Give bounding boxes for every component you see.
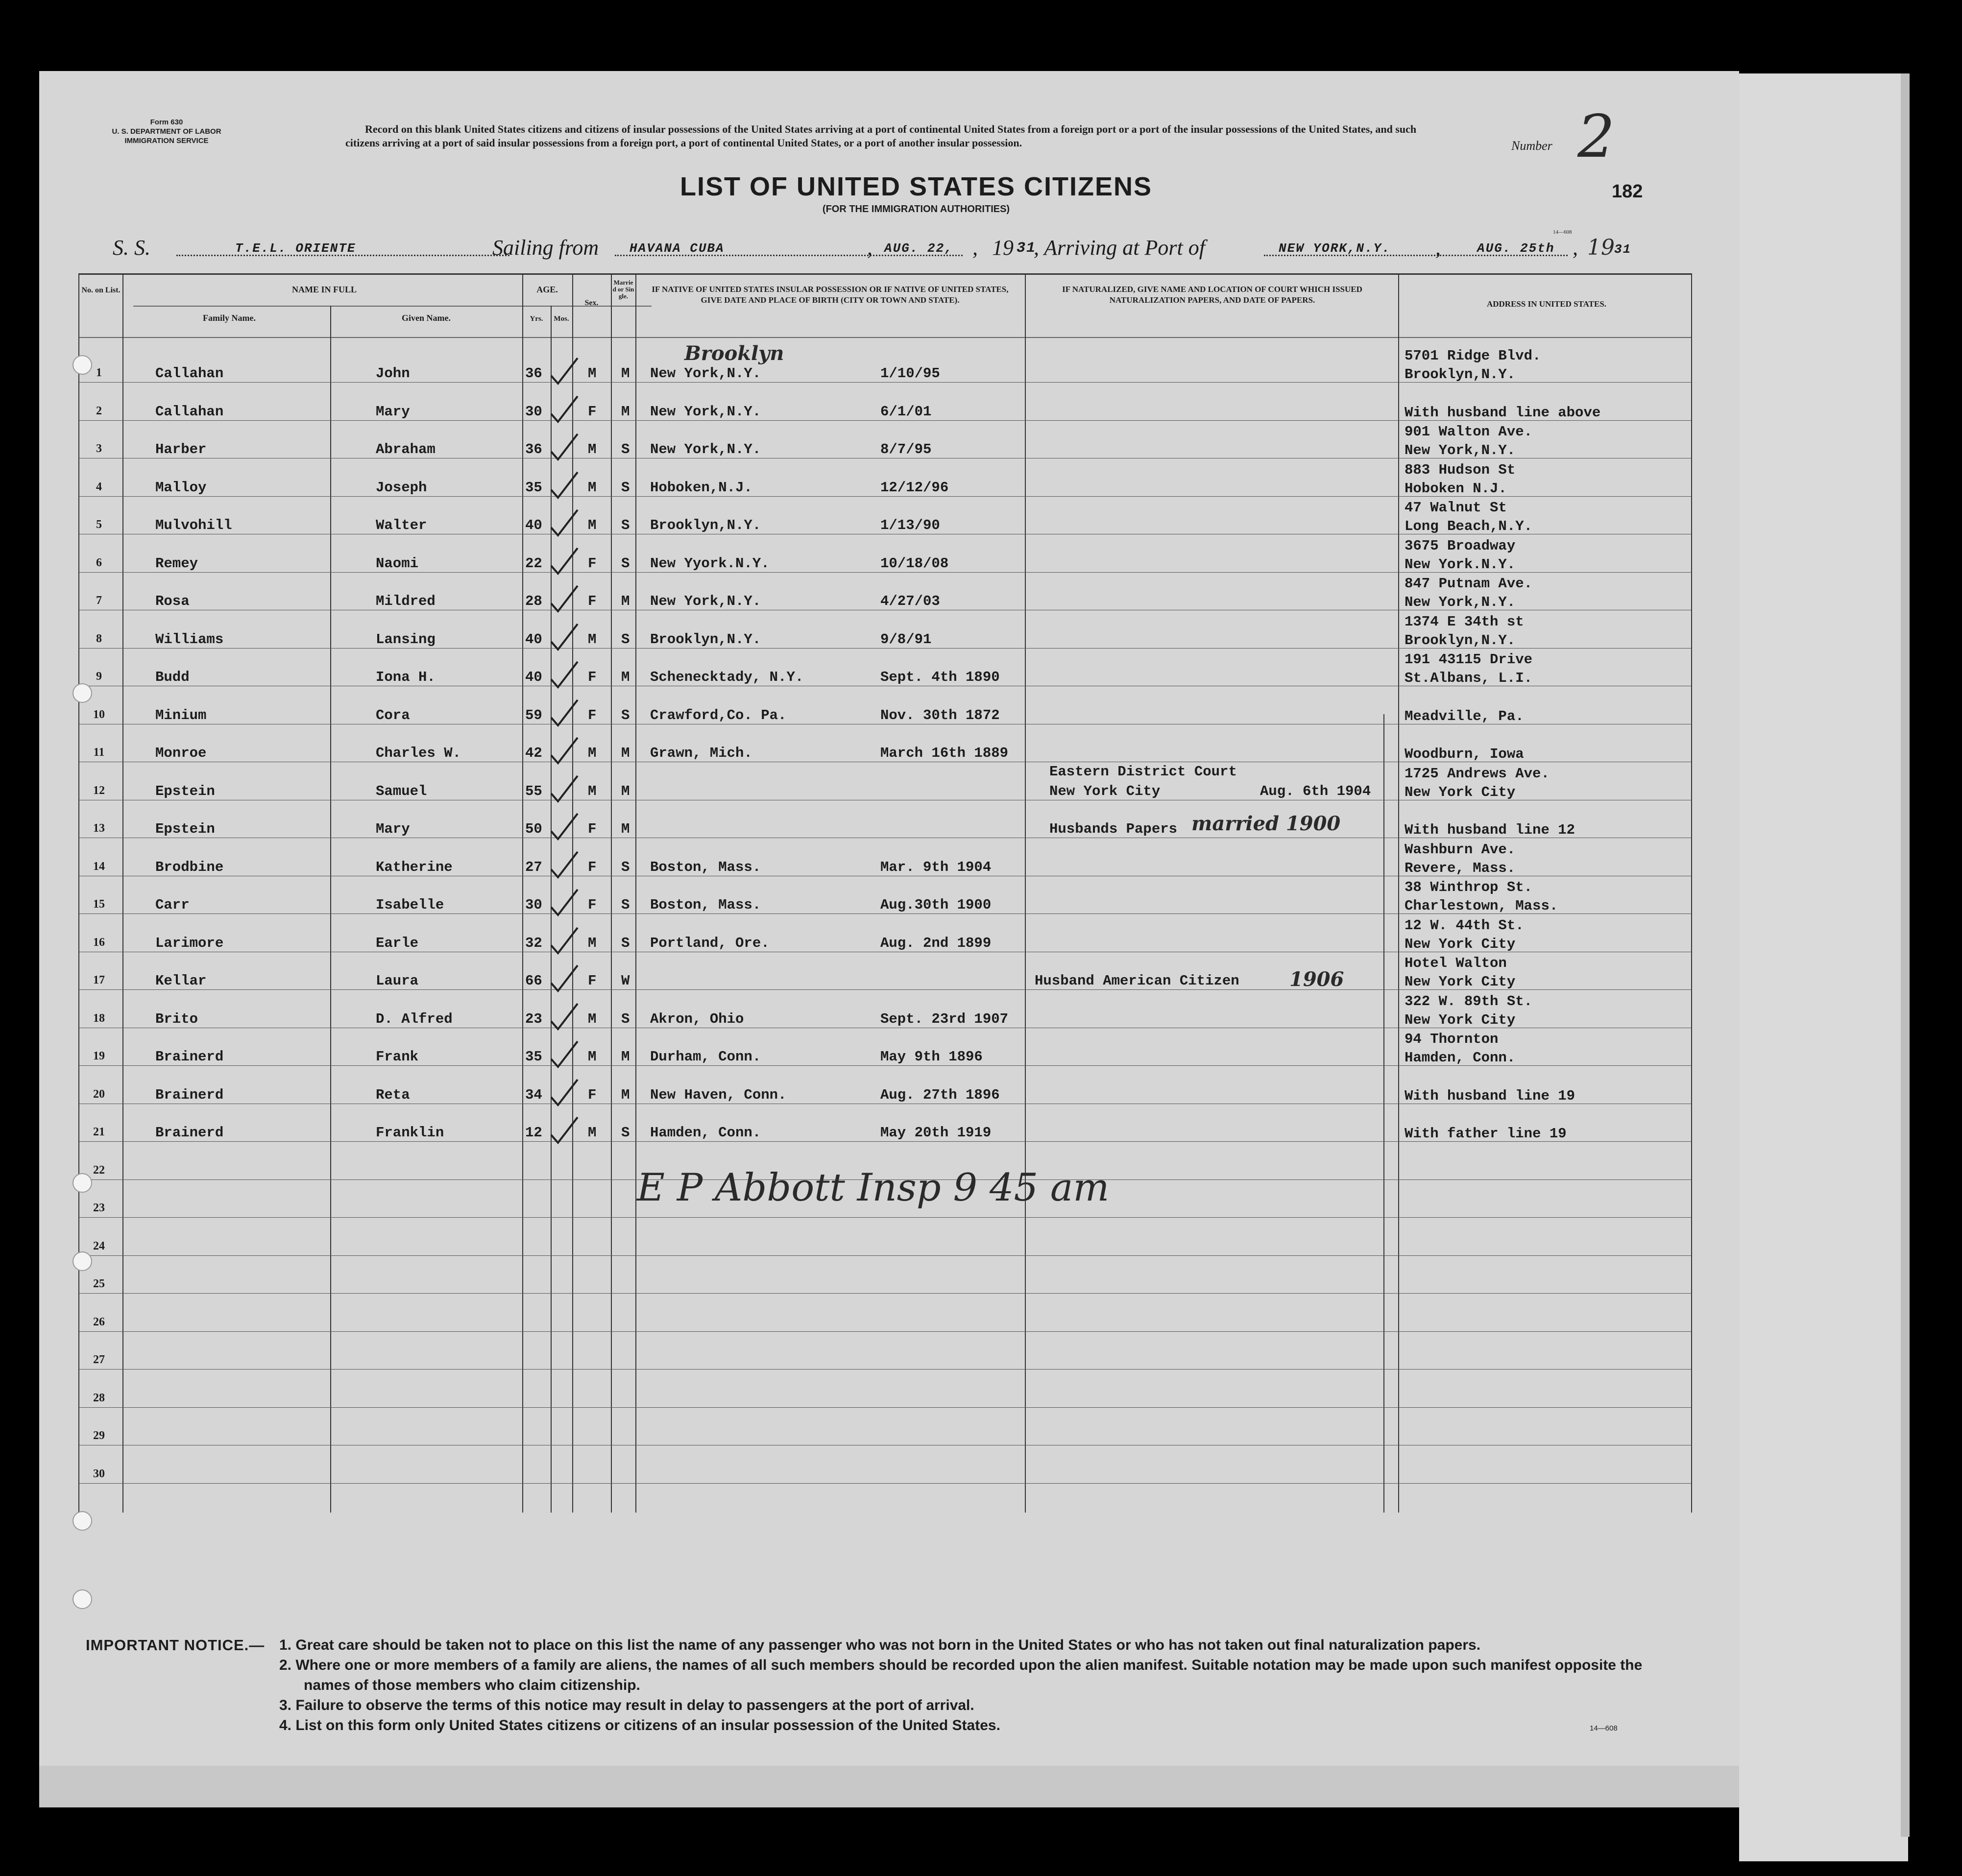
sex: F <box>588 821 597 837</box>
family-name: Monroe <box>155 745 207 761</box>
check-mark-icon <box>547 544 581 578</box>
given-name: Earle <box>376 935 419 951</box>
marital-status: M <box>621 403 630 420</box>
sex: F <box>588 859 597 875</box>
birth-place: Brooklyn,N.Y. <box>650 631 761 648</box>
notice-item: 2. Where one or more members of a family are aliens, the names of all such members should be recorded upon the alien manifest. Suitable notation may be made upon such manifest opposite the names of those members who claim citizenship. <box>279 1657 1643 1693</box>
birth-place: New York,N.Y. <box>650 403 761 420</box>
address-line-1: 5701 Ridge Blvd. <box>1405 348 1541 364</box>
sex: F <box>588 555 597 572</box>
row-number: 23 <box>93 1202 105 1214</box>
marital-status: S <box>621 935 630 951</box>
family-name: Brainerd <box>155 1086 224 1103</box>
age-years: 34 <box>525 1086 542 1103</box>
year-arrived: 31 <box>1614 242 1632 257</box>
age-years: 30 <box>525 897 542 913</box>
family-name: Callahan <box>155 403 224 420</box>
birth-date: Nov. 30th 1872 <box>880 707 1000 723</box>
row-number: 26 <box>93 1315 105 1328</box>
check-mark-icon <box>547 772 581 806</box>
age-years: 55 <box>525 783 542 799</box>
notice-item: 4. List on this form only United States citizens or citizens of an insular possession of the United States. <box>279 1717 1000 1733</box>
row-number: 22 <box>93 1163 105 1177</box>
check-mark-icon <box>547 430 581 464</box>
birth-place: Akron, Ohio <box>650 1010 744 1027</box>
address-line-2: New York City <box>1405 1011 1516 1028</box>
sex: F <box>588 1086 597 1103</box>
age-years: 22 <box>525 555 542 572</box>
given-name: Mildred <box>376 593 436 609</box>
family-name: Minium <box>155 707 207 723</box>
age-years: 12 <box>525 1125 542 1141</box>
sex: M <box>588 783 597 799</box>
birth-place: New Haven, Conn. <box>650 1086 787 1103</box>
sex: F <box>588 403 597 420</box>
check-mark-icon <box>547 1037 581 1072</box>
check-mark-icon <box>547 506 581 540</box>
age-years: 42 <box>525 745 542 761</box>
col-age: AGE. <box>536 285 558 294</box>
row-number: 3 <box>96 442 102 455</box>
check-mark-icon <box>547 392 581 427</box>
address-line-1: 883 Hudson St <box>1405 461 1516 478</box>
given-name: Reta <box>376 1086 410 1103</box>
address-line-2: New York,N.Y. <box>1405 594 1516 610</box>
age-years: 40 <box>525 669 542 685</box>
birth-date: 1/13/90 <box>880 517 940 533</box>
family-name: Budd <box>155 669 190 685</box>
family-name: Kellar <box>155 973 207 989</box>
col-sex: Sex. <box>584 299 599 307</box>
age-years: 35 <box>525 1049 542 1065</box>
ship-name: T.E.L. ORIENTE <box>235 241 356 256</box>
naturalization-detail: Husband American Citizen <box>1035 973 1239 989</box>
birth-place: New York,N.Y. <box>650 593 761 609</box>
address-line-2: Charlestown, Mass. <box>1405 898 1558 914</box>
sex: M <box>588 1010 597 1027</box>
birth-place: Portland, Ore. <box>650 935 770 951</box>
given-name: Samuel <box>376 783 427 799</box>
punch-hole <box>73 1589 92 1609</box>
address-line-2: Revere, Mass. <box>1405 860 1516 876</box>
row-number: 28 <box>93 1391 105 1404</box>
family-name: Brainerd <box>155 1049 224 1065</box>
birth-place: New Yyork.N.Y. <box>650 555 770 572</box>
row-number: 2 <box>96 404 102 417</box>
row-number: 19 <box>93 1050 105 1062</box>
birth-date: 8/7/95 <box>880 441 932 457</box>
address-line-1: 1374 E 34th st <box>1405 613 1524 630</box>
address-line-1: 901 Walton Ave. <box>1405 424 1533 440</box>
corner-code: 14—608 <box>1590 1724 1618 1732</box>
sex: M <box>588 517 597 533</box>
address-line-2: Brooklyn,N.Y. <box>1405 366 1516 383</box>
check-mark-icon <box>547 924 581 958</box>
family-name: Carr <box>155 897 190 913</box>
year-arrived-prefix: 19 <box>1587 235 1615 260</box>
address-line-1: 847 Putnam Ave. <box>1405 576 1533 592</box>
row-number: 15 <box>93 898 105 911</box>
address-line-2: New York.N.Y. <box>1405 556 1516 573</box>
row-number: 30 <box>93 1467 105 1480</box>
row-number: 18 <box>93 1011 105 1025</box>
intro-text: Record on this blank United States citizens and citizens of insular possessions of the United States arriving at a port of continental United States from a foreign port or a port of the insular possessions of the United States, and such citizens arriving at a port of said insular possessions from a foreign port, a port of continental United States, or a port of another insular possession. <box>345 123 1417 149</box>
birth-date: 6/1/01 <box>880 403 932 420</box>
family-name: Larimore <box>155 935 224 951</box>
sex: F <box>588 973 597 989</box>
marital-status: S <box>621 859 630 875</box>
row-number: 21 <box>93 1126 105 1138</box>
col-naturalized: IF NATURALIZED, GIVE NAME AND LOCATION OF COURT WHICH ISSUED NATURALIZATION PAPERS, AND DATE OF PAPERS. <box>1062 285 1362 305</box>
row-number: 27 <box>93 1353 105 1366</box>
family-name: Brodbine <box>155 859 224 875</box>
age-years: 32 <box>525 935 542 951</box>
naturalization-court: Eastern District Court <box>1049 763 1237 780</box>
handwritten-note: married 1900 <box>1191 812 1341 835</box>
age-years: 40 <box>525 631 542 648</box>
row-number: 29 <box>93 1429 105 1442</box>
marital-status: M <box>621 669 630 685</box>
family-name: Malloy <box>155 479 207 496</box>
given-name: Naomi <box>376 555 419 572</box>
age-years: 30 <box>525 403 542 420</box>
age-years: 66 <box>525 973 542 989</box>
birth-place: Boston, Mass. <box>650 859 761 875</box>
family-name: Harber <box>155 441 207 457</box>
family-name: Epstein <box>155 783 215 799</box>
sex: M <box>588 745 597 761</box>
ss-label: S. S. <box>113 236 150 260</box>
naturalization-detail: New York City <box>1049 783 1161 799</box>
col-birth: IF NATIVE OF UNITED STATES INSULAR POSSESSION OR IF NATIVE OF UNITED STATES, GIVE DATE AND PLACE OF BIRTH (CITY OR TOWN AND STATE). <box>652 285 1009 305</box>
address-line-1: 3675 Broadway <box>1405 537 1516 554</box>
given-name: Laura <box>376 973 419 989</box>
birth-date: 9/8/91 <box>880 631 932 648</box>
sex: F <box>588 707 597 723</box>
row-number: 4 <box>96 480 102 493</box>
given-name: Walter <box>376 517 427 533</box>
check-mark-icon <box>547 696 581 730</box>
col-address: ADDRESS IN UNITED STATES. <box>1486 299 1607 309</box>
marital-status: S <box>621 1125 630 1141</box>
notice-item: 1. Great care should be taken not to place on this list the name of any passenger who was not born in the United States or who has not taken out final naturalization papers. <box>279 1637 1481 1653</box>
punch-hole <box>73 1511 92 1531</box>
sex: M <box>588 631 597 648</box>
family-name: Mulvohill <box>155 517 232 533</box>
row-number: 13 <box>93 822 105 835</box>
punch-hole <box>73 683 92 703</box>
address-line-2: New York City <box>1405 974 1516 990</box>
given-name: Frank <box>376 1049 419 1065</box>
age-years: 28 <box>525 593 542 609</box>
marital-status: M <box>621 783 630 799</box>
address-line-2: Brooklyn,N.Y. <box>1405 632 1516 649</box>
col-family-name: Family Name. <box>203 313 256 323</box>
punch-hole <box>73 1173 92 1193</box>
birth-place: Crawford,Co. Pa. <box>650 707 787 723</box>
address-line-2: New York,N.Y. <box>1405 442 1516 458</box>
check-mark-icon <box>547 582 581 616</box>
row-number: 8 <box>96 632 102 645</box>
row-number: 25 <box>93 1277 105 1290</box>
port-to: NEW YORK,N.Y. <box>1279 241 1391 256</box>
punch-hole <box>73 1251 92 1271</box>
check-mark-icon <box>547 1076 581 1110</box>
row-number: 14 <box>93 860 105 873</box>
col-no: No. on List. <box>81 286 121 294</box>
row-number: 1 <box>96 366 102 379</box>
marital-status: S <box>621 555 630 572</box>
address-line-1: 322 W. 89th St. <box>1405 993 1533 1010</box>
marital-status: W <box>621 973 630 989</box>
check-mark-icon <box>547 658 581 692</box>
birth-date: 1/10/95 <box>880 365 940 382</box>
birth-date: Aug.30th 1900 <box>880 897 992 913</box>
marital-status: M <box>621 1086 630 1103</box>
page-subtitle: (FOR THE IMMIGRATION AUTHORITIES) <box>822 204 1010 215</box>
birth-date: 12/12/96 <box>880 479 949 496</box>
given-name: Abraham <box>376 441 436 457</box>
birth-date: 10/18/08 <box>880 555 949 572</box>
address-line-1: 191 43115 Drive <box>1405 651 1533 668</box>
notice-label: IMPORTANT NOTICE.— <box>86 1636 265 1654</box>
col-given-name: Given Name. <box>402 313 451 323</box>
check-mark-icon <box>547 962 581 996</box>
marital-status: M <box>621 365 630 382</box>
punch-hole <box>73 355 92 375</box>
birth-date: Aug. 2nd 1899 <box>880 935 992 951</box>
birth-place: Brooklyn,N.Y. <box>650 517 761 533</box>
check-mark-icon <box>547 734 581 768</box>
sex: F <box>588 593 597 609</box>
address-line-2: With husband line above <box>1405 404 1601 421</box>
year-sailed: 31 <box>1017 240 1037 257</box>
address-line-1: Washburn Ave. <box>1405 841 1516 858</box>
birth-place: Hamden, Conn. <box>650 1125 761 1141</box>
birth-date: May 9th 1896 <box>880 1049 983 1065</box>
address-line-1: 12 W. 44th St. <box>1405 917 1524 934</box>
marital-status: M <box>621 1049 630 1065</box>
date-arrived: AUG. 25th <box>1477 241 1555 256</box>
handwritten-note: 1906 <box>1289 968 1344 991</box>
family-name: Williams <box>155 631 224 648</box>
underlying-sheet-edge <box>1739 73 1908 1861</box>
given-name: John <box>376 365 410 382</box>
form-number: Form 630 <box>150 118 183 126</box>
col-married: Married or Single. <box>612 279 634 300</box>
form-header <box>93 118 240 145</box>
birth-date: 4/27/03 <box>880 593 940 609</box>
inspector-note: E P Abbott Insp 9 45 am <box>637 1166 1110 1210</box>
birth-date: Sept. 23rd 1907 <box>880 1010 1009 1027</box>
address-line-2: With father line 19 <box>1405 1126 1567 1142</box>
col-yrs: Yrs. <box>530 315 543 323</box>
address-line-1: Hotel Walton <box>1405 955 1507 971</box>
sex: M <box>588 1125 597 1141</box>
marital-status: M <box>621 593 630 609</box>
sex: F <box>588 669 597 685</box>
given-name: Lansing <box>376 631 436 648</box>
sex: M <box>588 935 597 951</box>
sex: F <box>588 897 597 913</box>
port-from: HAVANA CUBA <box>630 241 725 256</box>
underlying-sheet-bottom <box>39 1763 1739 1807</box>
given-name: Isabelle <box>376 897 444 913</box>
age-years: 23 <box>525 1010 542 1027</box>
row-number: 7 <box>96 594 102 607</box>
sex: M <box>588 441 597 457</box>
given-name: Mary <box>376 403 410 420</box>
given-name: Cora <box>376 707 410 723</box>
sex: M <box>588 479 597 496</box>
sex: M <box>588 365 597 382</box>
row-number: 20 <box>93 1087 105 1101</box>
age-years: 36 <box>525 441 542 457</box>
age-years: 36 <box>525 365 542 382</box>
birth-date: Aug. 27th 1896 <box>880 1086 1000 1103</box>
age-years: 35 <box>525 479 542 496</box>
address-line-2: Woodburn, Iowa <box>1405 746 1524 762</box>
family-name: Epstein <box>155 821 215 837</box>
sailing-label: Sailing from <box>492 236 599 260</box>
row-number: 17 <box>93 974 105 986</box>
department: U. S. DEPARTMENT OF LABOR <box>112 127 221 136</box>
birth-date: March 16th 1889 <box>880 745 1009 761</box>
birth-place: Grawn, Mich. <box>650 745 752 761</box>
age-years: 40 <box>525 517 542 533</box>
col-name-in-full: NAME IN FULL <box>291 285 357 294</box>
check-mark-icon <box>547 886 581 920</box>
marital-status: M <box>621 821 630 837</box>
address-line-2: Long Beach,N.Y. <box>1405 518 1533 534</box>
birth-place: Hoboken,N.J. <box>650 479 752 496</box>
check-mark-icon <box>547 848 581 882</box>
row-number: 6 <box>96 556 102 569</box>
row-number: 5 <box>96 518 102 531</box>
family-name: Brainerd <box>155 1125 224 1141</box>
family-name: Brito <box>155 1010 198 1027</box>
address-line-1: 38 Winthrop St. <box>1405 879 1533 895</box>
marital-status: S <box>621 1010 630 1027</box>
marital-status: S <box>621 631 630 648</box>
family-name: Remey <box>155 555 198 572</box>
number-label: Number <box>1511 139 1552 153</box>
age-years: 27 <box>525 859 542 875</box>
number-value: 2 <box>1577 103 1615 171</box>
given-name: Iona H. <box>376 669 436 685</box>
address-line-1: 47 Walnut St <box>1405 500 1507 516</box>
check-mark-icon <box>547 810 581 844</box>
address-line-1: 94 Thornton <box>1405 1031 1499 1047</box>
row-number: 11 <box>93 746 105 759</box>
birth-place: Boston, Mass. <box>650 897 761 913</box>
small-code: 14—608 <box>1553 229 1572 235</box>
birth-place: New York,N.Y. <box>650 441 761 457</box>
row-number: 24 <box>93 1239 105 1252</box>
address-line-2: New York City <box>1405 936 1516 952</box>
check-mark-icon <box>547 468 581 503</box>
given-name: D. Alfred <box>376 1010 453 1027</box>
birth-date: Sept. 4th 1890 <box>880 669 1000 685</box>
row-number: 12 <box>93 784 105 797</box>
col-mos: Mos. <box>554 315 569 323</box>
birth-place: Schenecktady, N.Y. <box>650 669 804 685</box>
address-line-2: Hoboken N.J. <box>1405 480 1507 497</box>
row-number: 10 <box>93 708 105 721</box>
row-number: 9 <box>96 670 102 683</box>
given-name: Joseph <box>376 479 427 496</box>
page-title: LIST OF UNITED STATES CITIZENS <box>680 172 1152 201</box>
check-mark-icon <box>547 1000 581 1034</box>
age-years: 50 <box>525 821 542 837</box>
address-line-1: 1725 Andrews Ave. <box>1405 765 1550 782</box>
handwritten-note: Aug. 6th 1904 <box>1260 783 1371 799</box>
page-number: 182 <box>1612 181 1643 202</box>
address-line-2: With husband line 12 <box>1405 822 1575 838</box>
arriving-label: , Arriving at Port of <box>1034 236 1205 260</box>
given-name: Franklin <box>376 1125 444 1141</box>
underlying-sheet-shadow <box>1901 73 1910 1837</box>
marital-status: S <box>621 517 630 533</box>
voyage-line: S. S. T.E.L. ORIENTE Sailing from HAVANA CUBA , AUG. 22, , 19 31 , Arriving at Port of NEW YORK,N.Y. , AUG. 25th , 19 31 14—608 <box>113 229 1632 260</box>
year-prefix: 19 <box>992 236 1014 260</box>
naturalization-detail: Husbands Papers <box>1049 821 1178 837</box>
given-name: Mary <box>376 821 410 837</box>
marital-status: S <box>621 897 630 913</box>
check-mark-icon <box>547 620 581 654</box>
address-line-2: With husband line 19 <box>1405 1087 1575 1104</box>
birth-place: Durham, Conn. <box>650 1049 761 1065</box>
given-name: Charles W. <box>376 745 461 761</box>
notice-item: 3. Failure to observe the terms of this notice may result in delay to passengers at the port of arrival. <box>279 1697 974 1713</box>
birth-date: Mar. 9th 1904 <box>880 859 992 875</box>
address-line-2: St.Albans, L.I. <box>1405 670 1533 686</box>
family-name: Callahan <box>155 365 224 382</box>
marital-status: S <box>621 441 630 457</box>
address-line-2: New York City <box>1405 784 1516 800</box>
row-number: 16 <box>93 936 105 949</box>
check-mark-icon <box>547 354 581 388</box>
age-years: 59 <box>525 707 542 723</box>
marital-status: S <box>621 707 630 723</box>
service: IMMIGRATION SERVICE <box>124 137 209 145</box>
address-line-2: Hamden, Conn. <box>1405 1050 1516 1066</box>
date-sailed: AUG. 22, <box>884 241 953 256</box>
handwritten-note: Brooklyn <box>684 342 784 365</box>
address-line-2: Meadville, Pa. <box>1405 708 1524 724</box>
given-name: Katherine <box>376 859 453 875</box>
manifest-table <box>78 273 1692 1513</box>
birth-date: May 20th 1919 <box>880 1125 992 1141</box>
birth-place: New York,N.Y. <box>650 365 761 382</box>
marital-status: M <box>621 745 630 761</box>
sex: M <box>588 1049 597 1065</box>
check-mark-icon <box>547 1113 581 1148</box>
family-name: Rosa <box>155 593 190 609</box>
marital-status: S <box>621 479 630 496</box>
